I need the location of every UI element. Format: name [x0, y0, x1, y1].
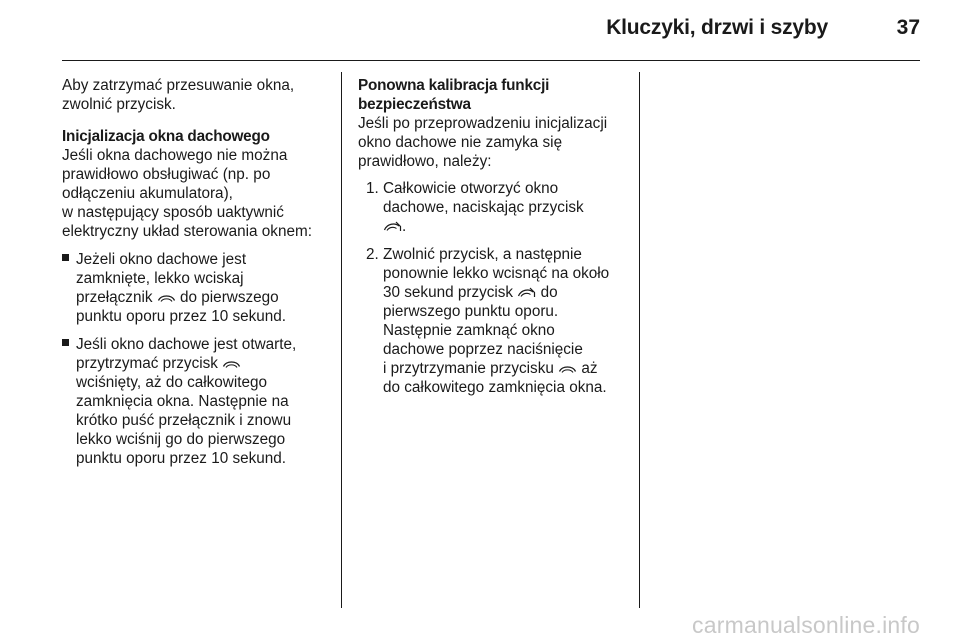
text-line: i przytrzymanie przycisku: [383, 360, 554, 377]
text-line: aż: [581, 360, 598, 377]
bullet-square-icon: [62, 339, 69, 346]
text-line: lekko wciśnij go do pierwszego: [76, 431, 286, 448]
text-line: Jeżeli okno dachowe jest: [76, 251, 247, 268]
column-1: [62, 76, 334, 477]
text-line: bezpieczeństwa: [358, 96, 471, 113]
sunroof-close-icon: [157, 292, 176, 303]
text-line: dachowe poprzez naciśnięcie: [383, 341, 583, 358]
header-rule: [62, 60, 920, 61]
step-number: 1.: [366, 180, 379, 197]
text-line: przytrzymać przycisk: [76, 355, 218, 372]
text-line: Jeśli okno dachowe jest otwarte,: [76, 336, 297, 353]
init-heading: Inicjalizacja okna dachowego: [62, 128, 270, 145]
watermark: carmanualsonline.info: [692, 612, 920, 638]
init-paragraph: [62, 146, 334, 241]
step-number: 2.: [366, 246, 379, 263]
text-line: do pierwszego: [180, 289, 279, 306]
text-line: Jeśli po przeprowadzeniu inicjalizacji: [358, 115, 608, 132]
recalibration-steps: [358, 179, 634, 397]
page-title: Kluczyki, drzwi i szyby: [606, 16, 828, 39]
text-line: okno dachowe nie zamyka się: [358, 134, 563, 151]
step-item-1: [358, 179, 634, 236]
text-line: punktu oporu przez 10 sekund.: [76, 450, 287, 467]
text-line: do całkowitego zamknięcia okna.: [383, 379, 607, 396]
sunroof-open-icon: [383, 221, 402, 232]
text-line: Ponowna kalibracja funkcji: [358, 77, 550, 94]
recalibration-paragraph: [358, 114, 634, 171]
text-line: zamknięcia okna. Następnie na: [76, 393, 289, 410]
text-line: odłączeniu akumulatora),: [62, 185, 233, 202]
bullet-square-icon: [62, 254, 69, 261]
text-line: Całkowicie otworzyć okno: [383, 180, 559, 197]
text-line: Jeśli okna dachowego nie można: [62, 147, 288, 164]
text-line: przełącznik: [76, 289, 153, 306]
column-divider-1: [341, 72, 342, 608]
text-line: prawidłowo obsługiwać (np. po: [62, 166, 271, 183]
text-line: w następujący sposób uaktywnić: [62, 204, 284, 221]
text-line: 30 sekund przycisk: [383, 284, 514, 301]
text-line: punktu oporu przez 10 sekund.: [76, 308, 287, 325]
text-line: krótko puść przełącznik i znowu: [76, 412, 292, 429]
page-number: 37: [896, 16, 920, 39]
bullet-item-open: [62, 335, 334, 468]
text-line: dachowe, naciskając przycisk: [383, 199, 584, 216]
sunroof-close-icon: [558, 363, 577, 374]
column-divider-2: [639, 72, 640, 608]
intro-paragraph: [62, 76, 334, 114]
text-line: .: [402, 218, 407, 235]
sunroof-open-icon: [517, 287, 536, 298]
column-2: [358, 76, 634, 406]
text-line: pierwszego punktu oporu.: [383, 303, 559, 320]
text-line: prawidłowo, należy:: [358, 153, 492, 170]
text-line: elektryczny układ sterowania oknem:: [62, 223, 312, 240]
recalibration-heading: [358, 76, 634, 114]
text-line: Aby zatrzymać przesuwanie okna,: [62, 77, 295, 94]
text-line: Zwolnić przycisk, a następnie: [383, 246, 582, 263]
text-line: ponownie lekko wcisnąć na około: [383, 265, 610, 282]
text-line: do: [540, 284, 558, 301]
text-line: zwolnić przycisk.: [62, 96, 176, 113]
step-item-2: [358, 245, 634, 397]
bullet-item-closed: [62, 250, 334, 326]
sunroof-close-icon: [222, 358, 241, 369]
text-line: zamknięte, lekko wciskaj: [76, 270, 244, 287]
init-bullet-list: [62, 250, 334, 468]
text-line: Następnie zamknąć okno: [383, 322, 555, 339]
text-line: wciśnięty, aż do całkowitego: [76, 374, 268, 391]
